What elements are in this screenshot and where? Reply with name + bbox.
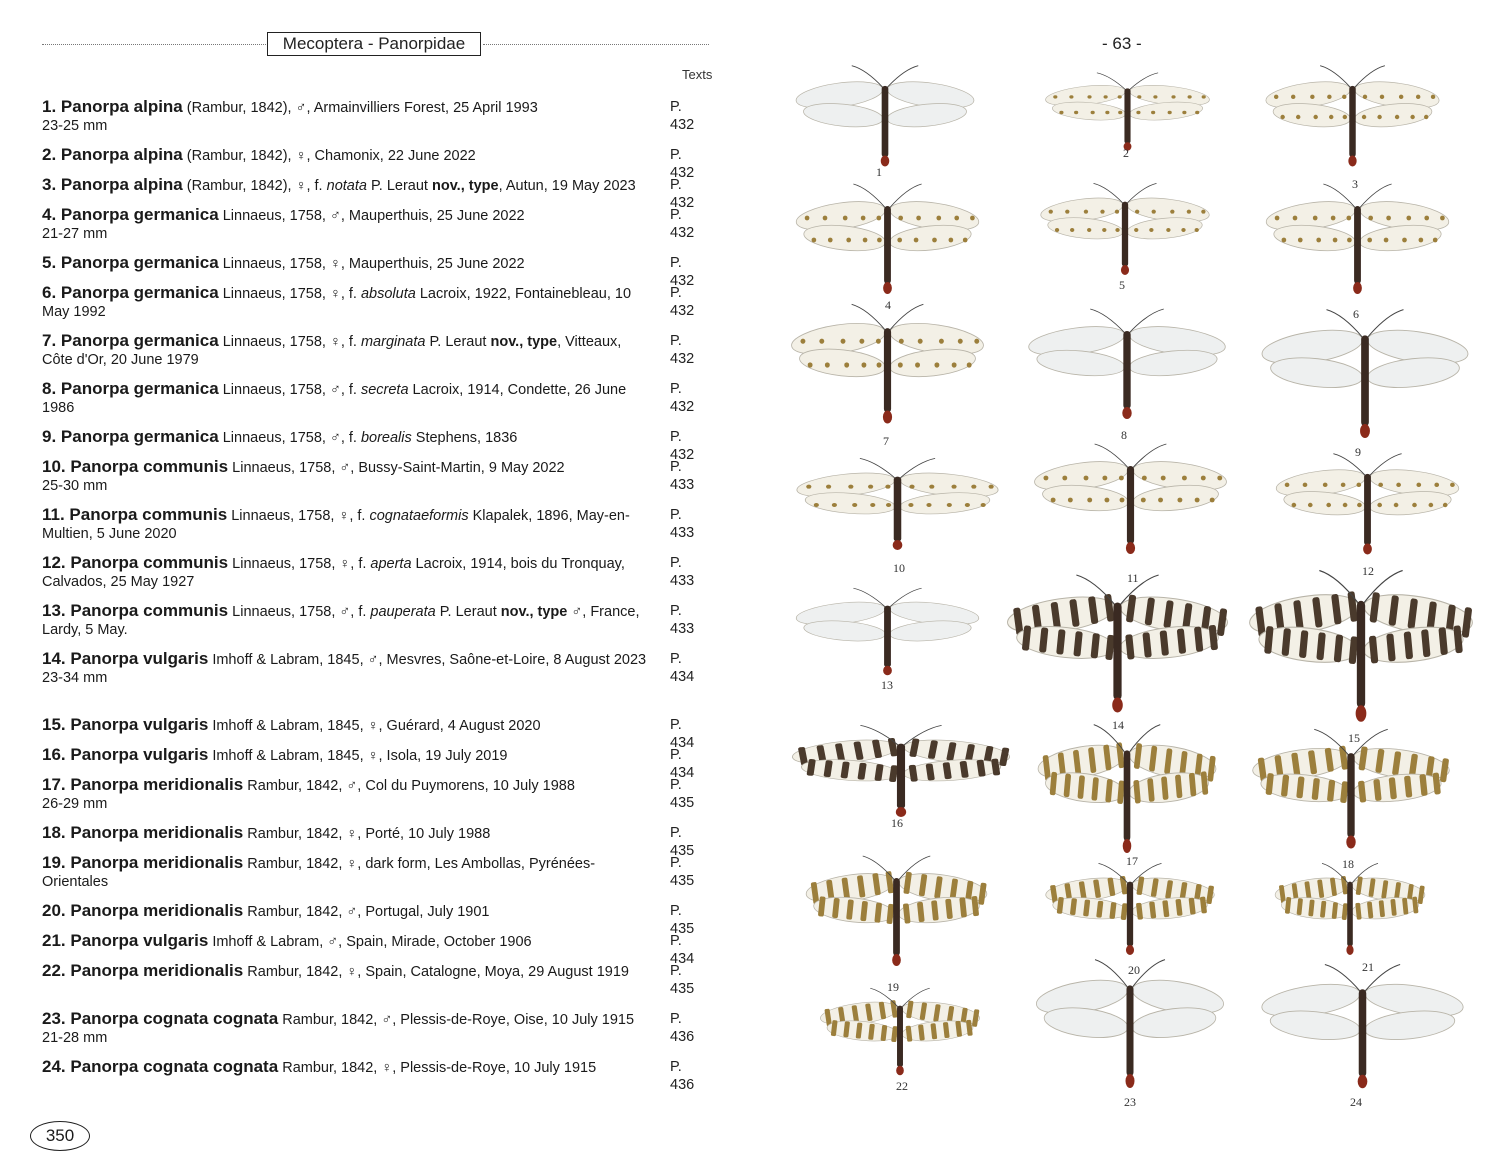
- page-reference: P. 432: [670, 285, 695, 319]
- entry-number-and-name: 24. Panorpa cognata cognata: [42, 1057, 279, 1076]
- entry-details: Rambur, 1842, ♂, Plessis-de-Roye, Oise, 10 July 1915: [282, 1012, 635, 1028]
- entry-number-and-name: 6. Panorpa germanica: [42, 283, 219, 302]
- entry-body: [42, 554, 652, 591]
- specimen-photo-18: [1246, 725, 1456, 855]
- right-page: [750, 0, 1500, 1176]
- entry-body: [42, 932, 652, 951]
- specimen-number-label: 11: [1127, 571, 1139, 585]
- entry-number-and-name: 8. Panorpa germanica: [42, 379, 219, 398]
- entry-details: Lacroix, 1914, Condette, 26 June 1986: [42, 382, 627, 416]
- form-name: aperta: [370, 556, 412, 572]
- specimen-photo-9: [1255, 305, 1475, 445]
- specimen-photo-21: [1270, 860, 1430, 960]
- page-reference: P. 432: [670, 207, 695, 241]
- species-entry: [42, 776, 710, 813]
- entry-details: Linnaeus, 1758, ♂, Bussy-Saint-Martin, 9 May 2022: [232, 460, 565, 476]
- specimen-number-label: 6: [1353, 307, 1359, 321]
- page-reference: P. 435: [670, 777, 695, 811]
- page-reference: P. 436: [670, 1059, 695, 1093]
- nomenclature-note: nov., type: [490, 334, 558, 350]
- size-range: 23-34 mm: [42, 670, 108, 686]
- specimen-number-label: 15: [1348, 731, 1360, 745]
- specimen-number-label: 5: [1119, 278, 1125, 292]
- page-reference: P. 432: [670, 333, 695, 367]
- entry-body: [42, 902, 652, 921]
- entry-body: [42, 284, 652, 321]
- specimen-number-label: 1: [876, 165, 882, 179]
- size-range: 25-30 mm: [42, 478, 108, 494]
- page-reference: P. 434: [670, 717, 695, 751]
- form-name: notata: [326, 178, 367, 194]
- entry-number-and-name: 23. Panorpa cognata cognata: [42, 1009, 279, 1028]
- entry-details: Rambur, 1842, ♀, Spain, Catalogne, Moya, 29 August 1919: [247, 964, 629, 980]
- species-entry: [42, 145, 710, 181]
- entry-number-and-name: 22. Panorpa meridionalis: [42, 961, 244, 980]
- page-reference: P. 435: [670, 903, 695, 937]
- specimen-number-label: 2: [1123, 146, 1129, 160]
- species-entry: [42, 175, 710, 211]
- species-entry: [42, 284, 710, 321]
- header-dotted-rule-right: [483, 44, 709, 45]
- size-range: 26-29 mm: [42, 796, 108, 812]
- page-reference: P. 436: [670, 1011, 695, 1045]
- specimen-number-label: 14: [1112, 718, 1124, 732]
- species-entry: [42, 854, 710, 891]
- entry-details: Linnaeus, 1758, ♀, f.: [231, 508, 370, 524]
- entry-body: [42, 506, 652, 543]
- page-reference: P. 435: [670, 855, 695, 889]
- page-number-right: - 63 -: [1102, 34, 1142, 53]
- entry-details: Linnaeus, 1758, ♀, f.: [222, 334, 361, 350]
- specimen-photo-12: [1270, 450, 1465, 560]
- species-entry: [42, 506, 710, 543]
- entry-number-and-name: 2. Panorpa alpina: [42, 145, 183, 164]
- species-entry: [42, 458, 710, 495]
- specimen-number-label: 9: [1355, 445, 1361, 459]
- entry-body: [42, 746, 652, 765]
- specimen-photo-19: [800, 852, 993, 972]
- specimen-number-label: 16: [891, 816, 903, 830]
- specimen-number-label: 22: [896, 1079, 908, 1093]
- species-entry: [42, 602, 710, 639]
- entry-body: [42, 206, 652, 243]
- page-reference: P. 432: [670, 429, 695, 463]
- entry-author: P. Leraut: [366, 178, 432, 194]
- entry-details: Lacroix, 1914, bois du Tronquay, Calvados, 25 May 1927: [42, 556, 625, 590]
- specimen-number-label: 23: [1124, 1095, 1136, 1109]
- entry-number-and-name: 10. Panorpa communis: [42, 457, 229, 476]
- specimen-photo-16: [785, 722, 1017, 822]
- specimen-photo-5: [1035, 180, 1215, 280]
- specimen-photo-24: [1255, 960, 1470, 1095]
- entry-number-and-name: 18. Panorpa meridionalis: [42, 823, 244, 842]
- entry-number-and-name: 1. Panorpa alpina: [42, 97, 183, 116]
- entry-details: Imhoff & Labram, ♂, Spain, Mirade, October 1906: [212, 934, 532, 950]
- specimen-number-label: 8: [1121, 428, 1127, 442]
- entry-details: Klapalek, 1896, May-en-Multien, 5 June 2020: [42, 508, 630, 542]
- specimen-number-label: 19: [887, 980, 899, 994]
- entry-body: [42, 332, 652, 369]
- form-name: absoluta: [360, 286, 416, 302]
- species-entry: [42, 554, 710, 591]
- species-entry: [42, 1010, 710, 1047]
- entry-number-and-name: 20. Panorpa meridionalis: [42, 901, 244, 920]
- page-number-left: 350: [30, 1121, 90, 1151]
- specimen-number-label: 4: [885, 298, 891, 312]
- page-reference: P. 433: [670, 459, 695, 493]
- entry-details: Linnaeus, 1758, ♂, f.: [232, 604, 371, 620]
- specimen-photo-4: [790, 180, 985, 300]
- entry-details: Linnaeus, 1758, ♂, f.: [222, 430, 361, 446]
- species-entry: [42, 98, 710, 135]
- page-reference: P. 434: [670, 747, 695, 781]
- specimen-photo-6: [1260, 180, 1455, 300]
- species-entry: [42, 427, 710, 463]
- entry-body: [42, 380, 652, 417]
- page-reference: P. 433: [670, 603, 695, 637]
- page-reference: P. 432: [670, 147, 695, 181]
- form-name: marginata: [360, 334, 426, 350]
- entry-details: Linnaeus, 1758, ♂, Mauperthuis, 25 June 2022: [222, 208, 525, 224]
- specimen-photo-1: [790, 62, 980, 172]
- specimen-photo-20: [1040, 860, 1220, 960]
- entry-number-and-name: 16. Panorpa vulgaris: [42, 745, 209, 764]
- specimen-number-label: 10: [893, 561, 905, 575]
- species-entry: [42, 715, 710, 751]
- entry-number-and-name: 5. Panorpa germanica: [42, 253, 219, 272]
- entry-number-and-name: 14. Panorpa vulgaris: [42, 649, 209, 668]
- specimen-number-label: 18: [1342, 857, 1354, 871]
- species-entry: [42, 745, 710, 781]
- form-name: secreta: [360, 382, 409, 398]
- entry-number-and-name: 19. Panorpa meridionalis: [42, 853, 244, 872]
- entry-body: [42, 1058, 652, 1077]
- page-reference: P. 433: [670, 507, 695, 541]
- entry-body: [42, 458, 652, 495]
- entry-details: Rambur, 1842, ♂, Portugal, July 1901: [247, 904, 490, 920]
- entry-body: [42, 650, 652, 687]
- species-entry: [42, 823, 710, 859]
- specimen-photo-11: [1028, 440, 1233, 560]
- entry-number-and-name: 12. Panorpa communis: [42, 553, 229, 572]
- entry-number-and-name: 3. Panorpa alpina: [42, 175, 183, 194]
- entry-body: [42, 962, 652, 981]
- header-dotted-rule-left: [42, 44, 266, 45]
- entry-details: Linnaeus, 1758, ♀, Mauperthuis, 25 June 2022: [222, 256, 525, 272]
- page-reference: P. 435: [670, 963, 695, 997]
- entry-body: [42, 98, 652, 135]
- entry-body: [42, 602, 652, 639]
- entry-author: P. Leraut: [435, 604, 501, 620]
- form-name: cognataeformis: [369, 508, 469, 524]
- species-entry: [42, 253, 710, 289]
- entry-body: [42, 428, 652, 447]
- entry-number-and-name: 11. Panorpa communis: [42, 505, 228, 524]
- page-reference: P. 432: [670, 177, 695, 211]
- nomenclature-note: nov., type: [500, 604, 568, 620]
- entry-number-and-name: 15. Panorpa vulgaris: [42, 715, 209, 734]
- specimen-photo-3: [1260, 62, 1445, 172]
- entry-details: (Rambur, 1842), ♀, f.: [186, 178, 327, 194]
- specimen-photo-8: [1022, 305, 1232, 425]
- entry-details: Rambur, 1842, ♀, dark form, Les Ambollas, Pyrénées-Orientales: [42, 856, 596, 890]
- specimen-number-label: 12: [1362, 564, 1374, 578]
- entry-body: [42, 1010, 652, 1047]
- entry-details: Linnaeus, 1758, ♂, f.: [222, 382, 361, 398]
- species-entry: [42, 650, 710, 687]
- species-entry: [42, 961, 710, 997]
- species-entry: [42, 901, 710, 937]
- entry-body: [42, 824, 652, 843]
- page-reference: P. 435: [670, 825, 695, 859]
- entry-details: Imhoff & Labram, 1845, ♂, Mesvres, Saône-et-Loire, 8 August 2023: [212, 652, 647, 668]
- page-reference: P. 432: [670, 255, 695, 289]
- entry-details: Rambur, 1842, ♂, Col du Puymorens, 10 July 1988: [247, 778, 575, 794]
- entry-details: ♂, France, Lardy, 5 May.: [42, 604, 640, 638]
- form-name: borealis: [360, 430, 412, 446]
- entry-number-and-name: 21. Panorpa vulgaris: [42, 931, 209, 950]
- specimen-photo-2: [1040, 70, 1215, 155]
- page-reference: P. 434: [670, 933, 695, 967]
- form-name: pauperata: [370, 604, 436, 620]
- entry-details: (Rambur, 1842), ♂, Armainvilliers Forest, 25 April 1993: [186, 100, 538, 116]
- specimen-photo-13: [790, 585, 985, 680]
- species-entry: [42, 332, 710, 369]
- entry-details: Stephens, 1836: [411, 430, 518, 446]
- entry-body: [42, 254, 652, 273]
- specimen-photo-17: [1032, 720, 1222, 860]
- entry-details: , Autun, 19 May 2023: [498, 178, 636, 194]
- species-entry: [42, 1057, 710, 1093]
- entry-details: Imhoff & Labram, 1845, ♀, Guérard, 4 August 2020: [212, 718, 541, 734]
- texts-column-label: Texts: [682, 67, 713, 82]
- specimen-photo-23: [1030, 955, 1230, 1095]
- specimen-number-label: 7: [883, 434, 889, 448]
- size-range: 21-28 mm: [42, 1030, 108, 1046]
- entry-number-and-name: 4. Panorpa germanica: [42, 205, 219, 224]
- specimen-number-label: 20: [1128, 963, 1140, 977]
- size-range: 23-25 mm: [42, 118, 108, 134]
- specimen-number-label: 21: [1362, 960, 1374, 974]
- entry-details: Rambur, 1842, ♀, Plessis-de-Roye, 10 July 1915: [282, 1060, 597, 1076]
- entry-number-and-name: 9. Panorpa germanica: [42, 427, 219, 446]
- page-reference: P. 432: [670, 99, 695, 133]
- specimen-number-label: 17: [1126, 854, 1138, 868]
- entry-details: Rambur, 1842, ♀, Porté, 10 July 1988: [247, 826, 491, 842]
- running-head: Mecoptera - Panorpidae: [267, 32, 481, 56]
- entry-number-and-name: 13. Panorpa communis: [42, 601, 229, 620]
- entry-body: [42, 854, 652, 891]
- specimen-photo-15: [1242, 565, 1480, 730]
- specimen-number-label: 24: [1350, 1095, 1362, 1109]
- specimen-number-label: 13: [881, 678, 893, 692]
- specimen-photo-10: [790, 455, 1005, 555]
- entry-body: [42, 776, 652, 813]
- specimen-photo-7: [785, 300, 990, 430]
- species-entry: [42, 206, 710, 243]
- page-reference: P. 432: [670, 381, 695, 415]
- entry-details: Imhoff & Labram, 1845, ♀, Isola, 19 July 2019: [212, 748, 508, 764]
- entry-details: Lacroix, 1922, Fontainebleau, 10 May 1992: [42, 286, 632, 320]
- specimen-number-label: 3: [1352, 177, 1358, 191]
- entry-details: Linnaeus, 1758, ♀, f.: [222, 286, 361, 302]
- entry-details: , Vitteaux, Côte d'Or, 20 June 1979: [42, 334, 622, 368]
- size-range: 21-27 mm: [42, 226, 108, 242]
- entry-body: [42, 176, 652, 195]
- entry-author: P. Leraut: [425, 334, 491, 350]
- page-reference: P. 434: [670, 651, 695, 685]
- entry-body: [42, 146, 652, 165]
- entry-details: (Rambur, 1842), ♀, Chamonix, 22 June 2022: [186, 148, 476, 164]
- specimen-photo-14: [1000, 570, 1235, 720]
- page-reference: P. 433: [670, 555, 695, 589]
- entry-body: [42, 716, 652, 735]
- species-entry: [42, 931, 710, 967]
- entry-number-and-name: 7. Panorpa germanica: [42, 331, 219, 350]
- nomenclature-note: nov., type: [431, 178, 499, 194]
- entry-details: Linnaeus, 1758, ♀, f.: [232, 556, 371, 572]
- species-entry: [42, 380, 710, 417]
- entry-number-and-name: 17. Panorpa meridionalis: [42, 775, 244, 794]
- specimen-photo-22: [815, 985, 985, 1080]
